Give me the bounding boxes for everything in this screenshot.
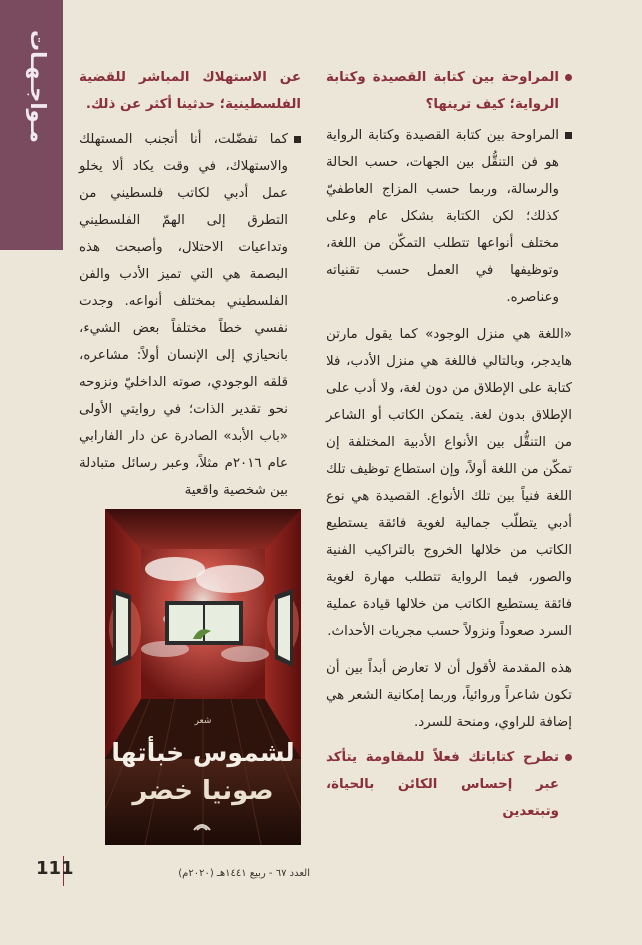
answer-paragraph: المراوحة بين كتابة القصيدة وكتابة الرواية هو فن التنقُّل بين الجهات، حسب الحالة والرسالة، وربما حسب المزاج العاطفيّ كذلك؛ لكن الكتابة بشكل عام وعلى مختلف أنواعها تتطلب التمكّن من اللغة، وتوظيفها في العمل حسب تقنياته وعناصره. [326,122,572,311]
cover-genre-label: شعر [194,716,212,726]
issue-info: العدد ٦٧ - ربيع ١٤٤١هـ (٢٠٢٠م) [178,868,310,879]
right-column [326,64,572,825]
answer-paragraph: «اللغة هي منزل الوجود» كما يقول مارتن هايدجر، وبالتالي فاللغة هي منزل الأدب، فلا كتابة على الإطلاق من دون لغة، ولا أدب على الإطلاق بدون لغة. يتمكن الكاتب أو الشاعر من التنقُّل بين الأنواع الأدبية المختلفة إن تمكّن من اللغة أولاً، وإن استطاع توظيف تلك اللغة فنياً بين تلك الأنواع. القصيدة هي نوع أدبي يتطلّب جمالية لغوية فائقة يستطيع الكاتب من خلالها الخروج بالتراكيب الفنية والصور، فيما الرواية تتطلب مهارة لغوية فائقة يستطيع الكاتب من خلالها قيادة عملية السرد صعوداً ونزولاً حسب مجريات الأحداث. [326,327,572,639]
bullet-square-icon [565,132,572,139]
publisher-logo-icon [193,818,211,832]
question-heading-continued: عن الاستهلاك المباشر للقضية الفلسطينية؛ حدثينا أكثر عن ذلك. [79,70,301,112]
question-heading: المراوحة بين كتابة القصيدة وكتابة الرواية؛ كيف ترينها؟ [326,64,572,118]
bullet-square-icon [294,136,301,143]
page-number: 111 [36,858,74,879]
bullet-dot-icon [565,74,572,81]
section-label: مـواجـهـات [26,30,50,143]
answer-paragraph: كما تفضّلت، أنا أتجنب المستهلك والاستهلاك، في وقت يكاد ألا يخلو عمل أدبي لكاتب فلسطيني من التطرق إلى الهمّ الفلسطيني وتداعيات الاحتلال، وأصبحت هذه البصمة هي التي تميز الأدب والفن الفلسطيني بمختلف أنواعه. وجدت نفسي خطاً مختلفاً بعض الشيء، بانحيازي إلى الإنسان أولاً: مشاعره، قلقه الوجودي، صوته الداخليّ ونزوحه نحو تقدير الذات؛ في روايتي الأولى «باب الأبد» الصادرة عن دار الفارابي عام ٢٠١٦م مثلاً، وعبر رسائل متبادلة بين شخصية واقعية [79,126,301,504]
bullet-dot-icon [565,754,572,761]
left-column [79,64,301,504]
answer-paragraph: هذه المقدمة لأقول أن لا تعارض أبداً بين أن تكون شاعراً وروائياً، وربما إمكانية الشعر هي إضافة للراوي، ومنحة للسرد. [326,661,572,730]
cover-author: صونيا خضر [132,776,274,806]
section-tab [0,0,63,250]
question-heading: تطرح كتاباتك فعلاً للمقاومة يتأكد عبر إحساس الكائن بالحياة، وتبتعدين [326,744,572,825]
cover-title: لشموس خبأتها [111,738,295,767]
